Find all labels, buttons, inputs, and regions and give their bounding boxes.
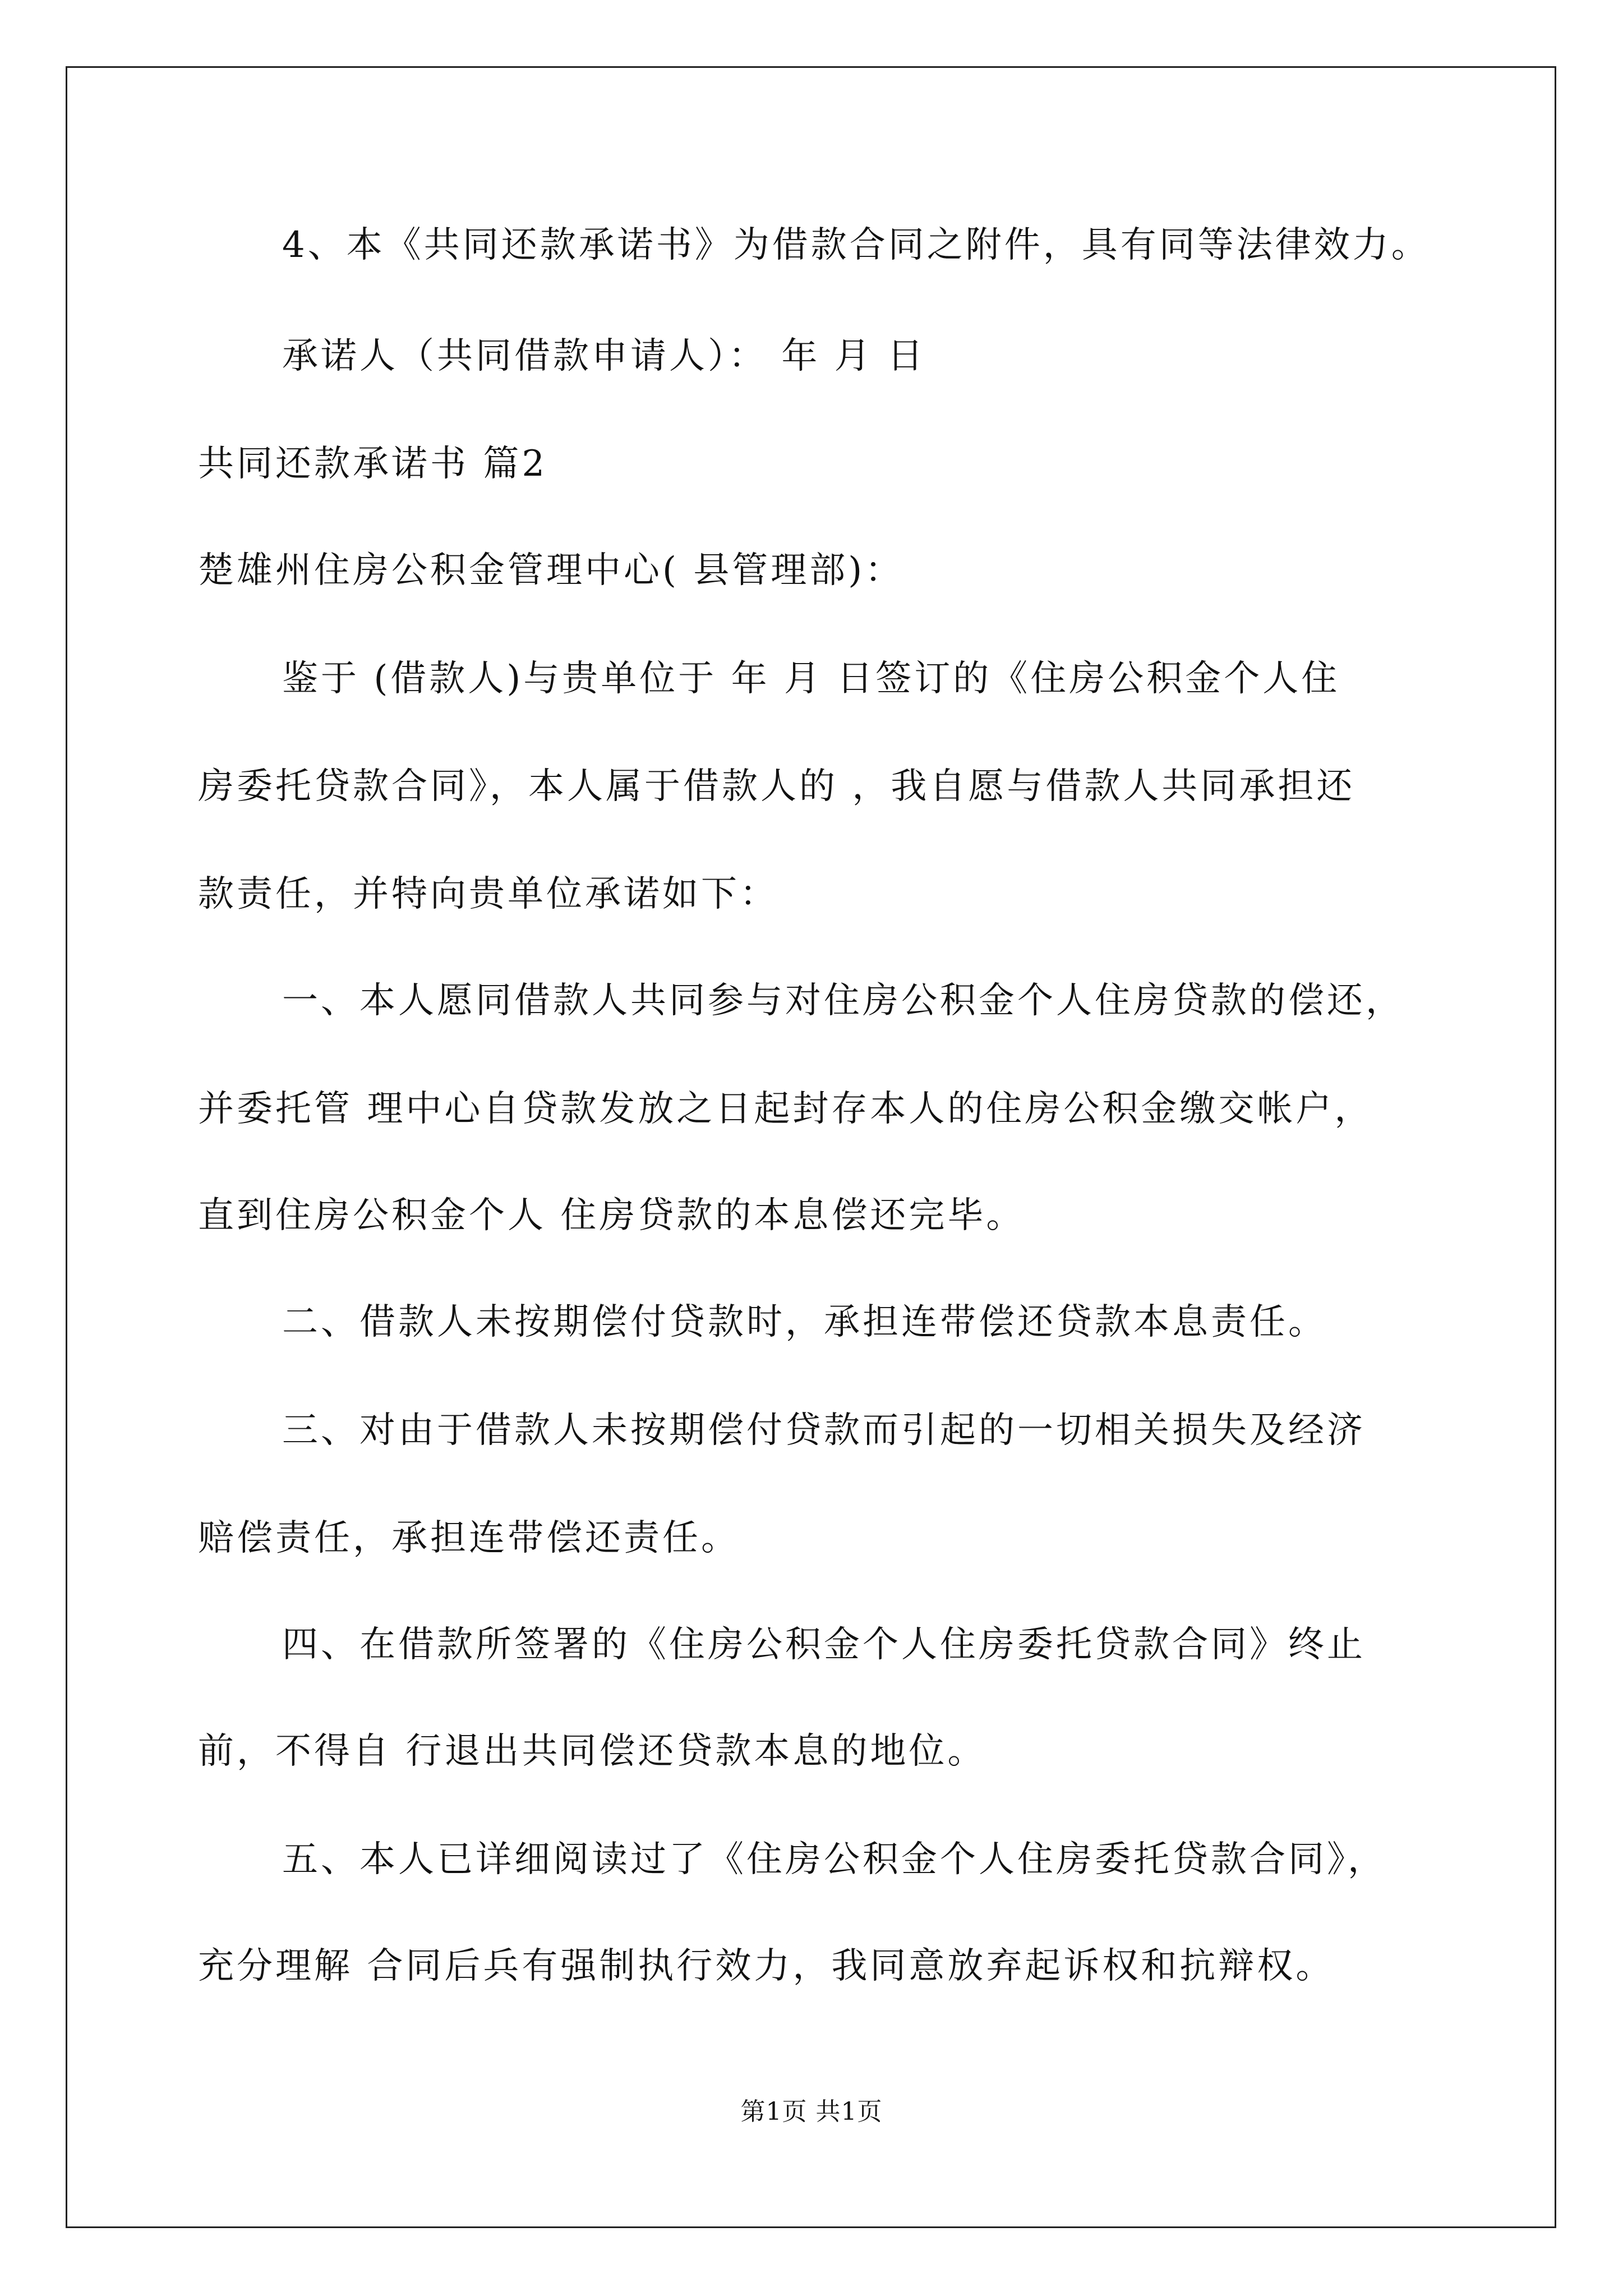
item-4-line-1: 四、在借款所签署的《住房公积金个人住房委托贷款合同》终止 [282, 1624, 1366, 1665]
item-1-line-3: 直到住房公积金个人 住房贷款的本息偿还完毕。 [198, 1195, 1025, 1236]
page-footer: 第1页 共1页 [740, 2097, 883, 2126]
clause-4-line: 4、本《共同还款承诺书》为借款合同之附件，具有同等法律效力。 [282, 224, 1430, 266]
item-5-line-1: 五、本人已详细阅读过了《住房公积金个人住房委托贷款合同》， [282, 1839, 1386, 1880]
section-heading: 共同还款承诺书 篇2 [198, 443, 548, 485]
intro-line-3: 款责任，并特向贵单位承诺如下： [198, 873, 778, 915]
addressee-line: 楚雄州住房公积金管理中心( 县管理部)： [198, 550, 904, 591]
item-2-line-1: 二、借款人未按期偿付贷款时，承担连带偿还贷款本息责任。 [282, 1301, 1327, 1343]
item-4-line-2: 前，不得自 行退出共同偿还贷款本息的地位。 [198, 1731, 986, 1772]
item-3-line-1: 三、对由于借款人未按期偿付贷款而引起的一切相关损失及经济 [282, 1410, 1366, 1451]
page-border [66, 66, 1556, 2228]
item-1-line-1: 一、本人愿同借款人共同参与对住房公积金个人住房贷款的偿还， [282, 980, 1404, 1022]
item-3-line-2: 赔偿责任，承担连带偿还责任。 [198, 1517, 740, 1559]
intro-line-2: 房委托贷款合同》，本人属于借款人的 ，我自愿与借款人共同承担还 [198, 766, 1355, 807]
signatory-line: 承诺人（共同借款申请人）： 年 月 日 [282, 335, 926, 377]
intro-line-1: 鉴于 (借款人)与贵单位于 年 月 日签订的《住房公积金个人住 [282, 658, 1340, 700]
item-5-line-2: 充分理解 合同后兵有强制执行效力，我同意放弃起诉权和抗辩权。 [198, 1945, 1335, 1987]
item-1-line-2: 并委托管 理中心自贷款发放之日起封存本人的住房公积金缴交帐户， [198, 1088, 1373, 1130]
